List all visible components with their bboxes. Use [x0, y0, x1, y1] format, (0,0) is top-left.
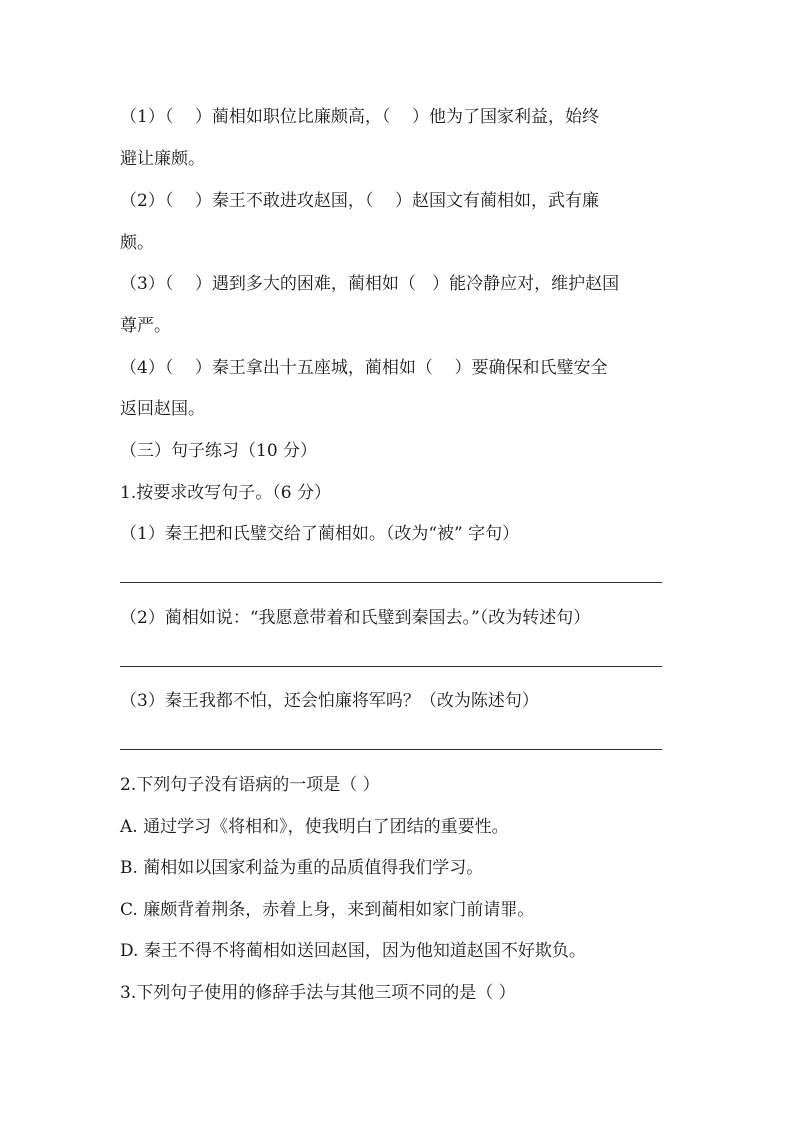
- option-a: A. 通过学习《将相和》，使我明白了团结的重要性。: [120, 817, 509, 837]
- question-1-line-1: （1）（ ）蔺相如职位比廉颇高，（ ）他为了国家利益，始终: [120, 107, 600, 127]
- answer-line-1[interactable]: [120, 582, 662, 583]
- rewrite-item-3: （3）秦王我都不怕，还会怕廉将军吗？（改为陈述句）: [120, 691, 539, 711]
- question-1-line-2: 避让廉颇。: [120, 149, 205, 169]
- rhetoric-question-title: 3.下列句子使用的修辞手法与其他三项不同的是（ ）: [120, 983, 516, 1003]
- section-three-heading: （三）句子练习（10 分）: [120, 441, 318, 461]
- question-4-line-2: 返回赵国。: [120, 399, 205, 419]
- question-3-line-2: 尊严。: [120, 316, 171, 336]
- rewrite-item-2: （2）蔺相如说：“我愿意带着和氏璧到秦国去。”（改为转述句）: [120, 608, 591, 628]
- grammar-question-title: 2.下列句子没有语病的一项是（ ）: [120, 775, 380, 795]
- rewrite-item-1: （1）秦王把和氏璧交给了蔺相如。（改为“被” 字句）: [120, 524, 520, 544]
- answer-line-3[interactable]: [120, 749, 662, 750]
- question-2-line-2: 颇。: [120, 233, 154, 253]
- question-2-line-1: （2）（ ）秦王不敢进攻赵国，（ ）赵国文有蔺相如，武有廉: [120, 191, 600, 211]
- option-d: D. 秦王不得不将蔺相如送回赵国，因为他知道赵国不好欺负。: [120, 941, 586, 961]
- option-c: C. 廉颇背着荆条，赤着上身，来到蔺相如家门前请罪。: [120, 900, 535, 920]
- question-4-line-1: （4）（ ）秦王拿出十五座城，蔺相如（ ）要确保和氏璧安全: [120, 358, 608, 378]
- question-3-line-1: （3）（ ）遇到多大的困难，蔺相如（ ）能冷静应对，维护赵国: [120, 274, 620, 294]
- rewrite-question-title: 1.按要求改写句子。（6 分）: [120, 483, 331, 503]
- option-b: B. 蔺相如以国家利益为重的品质值得我们学习。: [120, 858, 484, 878]
- answer-line-2[interactable]: [120, 666, 662, 667]
